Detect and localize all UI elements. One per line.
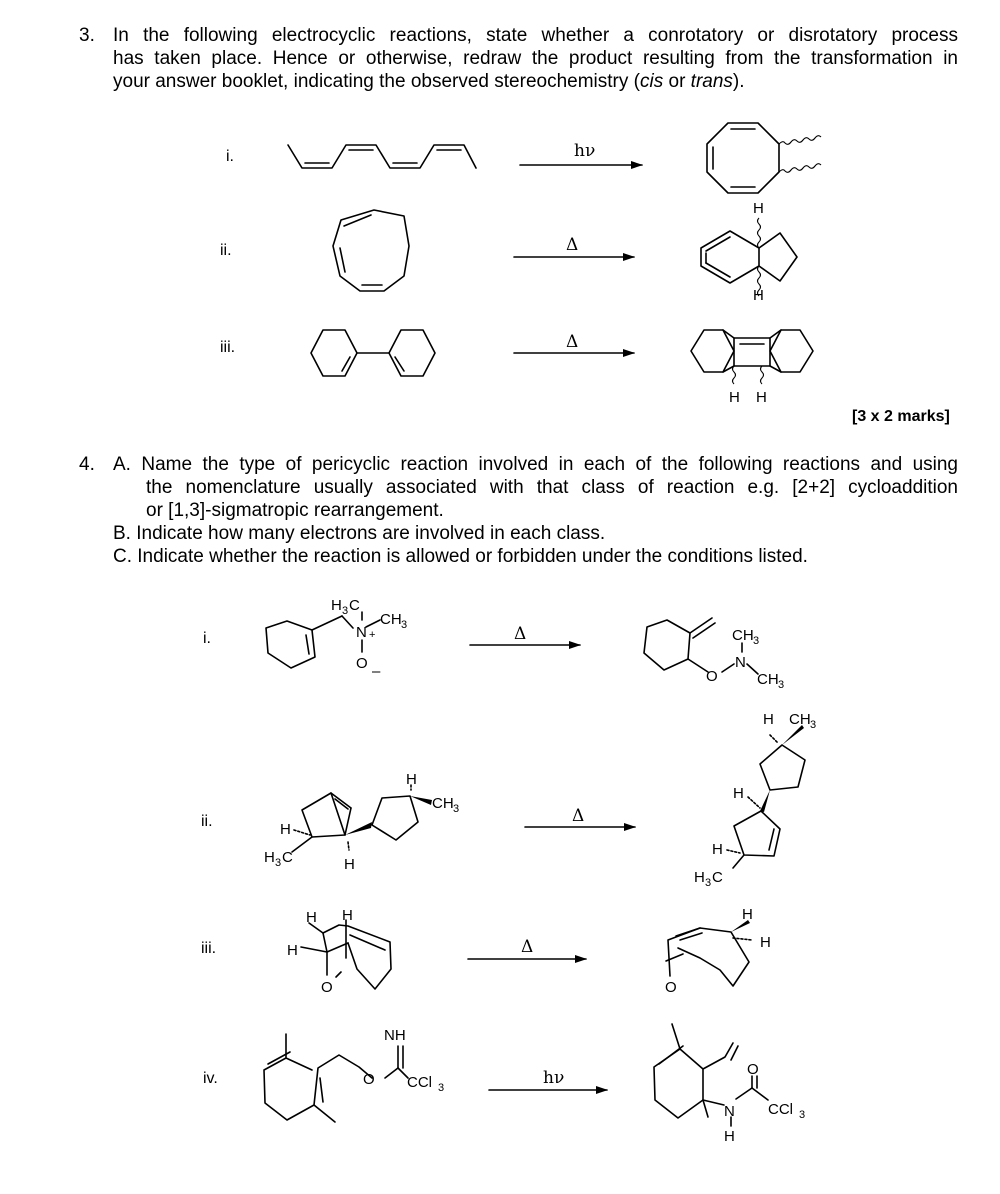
q4-ii-prod-h-top: H: [763, 711, 774, 728]
q3-reaction-2-condition: Δ: [566, 235, 579, 255]
q3-ii-product-bicyclic: [701, 200, 797, 304]
q4-i-n-plus: +: [369, 629, 376, 641]
q4-iv-prod-o: O: [747, 1061, 759, 1078]
q4-ii-prod-ch3-3: 3: [810, 719, 817, 731]
q4-ii-h3c-c: C: [282, 849, 293, 866]
q3-line-3-prefix: your answer booklet, indicating the observed stereochemistry (: [113, 71, 640, 92]
q4-ii-prod-h3c-3: 3: [705, 877, 712, 889]
q4-iv-prod-ccl3-ccl: CCl: [768, 1101, 793, 1118]
q4-partA-line-3: or [1,3]-sigmatropic rearrangement.: [146, 500, 444, 521]
q4-i-h3c-c: C: [349, 597, 360, 614]
q3-ii-reactant-cyclononatriene: [333, 210, 409, 291]
q4-ii-h3c-3: 3: [275, 857, 282, 869]
q3-reaction-1-label: i.: [226, 148, 234, 165]
q4-reaction-3-label: iii.: [201, 940, 217, 957]
q4-iv-nh: NH: [384, 1027, 406, 1044]
q3-reaction-2-label: ii.: [220, 242, 232, 259]
q3-reaction-3-condition: Δ: [566, 332, 579, 352]
q3-i-reactant-tetraene: [288, 145, 476, 168]
q4-ii-reactant-bicyclopentyl: [264, 771, 459, 873]
q4-ii-prod-h-mid: H: [733, 785, 744, 802]
q4-ii-h-top: H: [406, 771, 417, 788]
q4-iv-reactant-imidate: [264, 1027, 444, 1122]
q4-reaction-4-condition: hν: [543, 1068, 565, 1088]
q4-partA-line-1: A. Name the type of pericyclic reaction involved in each of the following reactions and using: [113, 454, 958, 475]
wavy-bond-icon: [761, 366, 764, 384]
q4-i-prod-ch3a-3: 3: [753, 635, 760, 647]
q3-marks: [3 x 2 marks]: [852, 408, 950, 425]
q4-iii-reactant-bicyclic-ether: [287, 907, 391, 996]
wavy-bond-icon: [733, 366, 736, 384]
q4-partA-line-2: the nomenclature usually associated with that class of reaction e.g. [2+2] cycloaddition: [146, 477, 958, 498]
q4-iv-product-amide: [654, 1024, 805, 1145]
q4-i-prod-o: O: [706, 668, 718, 685]
q3-i-product-cyclooctatriene: [707, 123, 821, 193]
q4-i-ch3-ch: CH: [380, 611, 402, 628]
q4-ii-h3c-h: H: [264, 849, 275, 866]
q4-iii-h2: H: [342, 907, 353, 924]
q3-line-2: has taken place. Hence or otherwise, redraw the product resulting from the transformation in: [113, 48, 958, 69]
q3-iii-h-right: H: [756, 389, 767, 406]
q4-iv-prod-n: N: [724, 1103, 735, 1120]
q4-iv-prod-h: H: [724, 1128, 735, 1145]
wavy-bond-icon: [779, 164, 821, 173]
question-4-number: 4.: [79, 454, 95, 475]
q4-i-reactant-amine-oxide: [266, 597, 407, 680]
q3-cis: cis: [639, 71, 664, 92]
q4-partB: B. Indicate how many electrons are involved in each class.: [113, 523, 606, 544]
q4-iii-product: [665, 906, 771, 996]
q4-i-product-hydroxylamine: [644, 618, 784, 691]
q4-i-prod-n: N: [735, 654, 746, 671]
q4-ii-prod-ch3-ch: CH: [789, 711, 811, 728]
q3-iii-product-tricyclic: [691, 330, 813, 406]
q4-iv-ccl3-ccl: CCl: [407, 1074, 432, 1091]
q4-iii-o: O: [321, 979, 333, 996]
q4-ii-prod-h3c-h: H: [694, 869, 705, 886]
q4-i-prod-ch3a-ch: CH: [732, 627, 754, 644]
q4-i-o-minus: –: [372, 663, 381, 680]
q4-ii-prod-h-low: H: [712, 841, 723, 858]
q4-partC: C. Indicate whether the reaction is allowed or forbidden under the conditions listed.: [113, 546, 808, 567]
wavy-bond-icon: [758, 218, 761, 248]
q4-ii-h-left: H: [280, 821, 291, 838]
q4-reaction-1-label: i.: [203, 630, 211, 647]
q4-iv-o: O: [363, 1071, 375, 1088]
q4-ii-ch3-ch: CH: [432, 795, 454, 812]
q4-i-h3c-3: 3: [342, 605, 349, 617]
q4-iii-prod-o: O: [665, 979, 677, 996]
q4-iii-prod-h2: H: [760, 934, 771, 951]
q4-reaction-3-condition: Δ: [521, 937, 534, 957]
q3-line-1: In the following electrocyclic reactions, state whether a conrotatory or disrotatory process: [113, 25, 958, 46]
q3-trans: trans: [690, 71, 733, 92]
q4-iii-h1: H: [306, 909, 317, 926]
q4-ii-product: [694, 711, 816, 889]
q3-line-3-suffix: ).: [732, 71, 745, 92]
q4-iv-prod-ccl3-3: 3: [799, 1109, 806, 1121]
q4-iii-h3: H: [287, 942, 298, 959]
q3-iii-reactant-bicyclohexenyl: [311, 330, 435, 376]
q3-line-3-mid: or: [663, 71, 691, 92]
q4-reaction-1-condition: Δ: [514, 624, 527, 644]
q4-iv-ccl3-3: 3: [438, 1082, 445, 1094]
q4-iii-prod-h1: H: [742, 906, 753, 923]
q4-i-ch3-3: 3: [401, 619, 408, 631]
q4-ii-h-bottom: H: [344, 856, 355, 873]
q4-reaction-2-condition: Δ: [572, 806, 585, 826]
q3-iii-h-left: H: [729, 389, 740, 406]
q4-i-prod-ch3b-ch: CH: [757, 671, 779, 688]
wavy-bond-icon: [779, 136, 821, 145]
q4-i-n: N: [356, 624, 367, 641]
q3-reaction-3-label: iii.: [220, 339, 236, 356]
q4-i-h3c-h: H: [331, 597, 342, 614]
q3-ii-h-top: H: [753, 200, 764, 217]
question-3-number: 3.: [79, 25, 95, 46]
q4-i-prod-ch3b-3: 3: [778, 679, 785, 691]
q4-ii-prod-h3c-c: C: [712, 869, 723, 886]
q4-reaction-4-label: iv.: [203, 1070, 218, 1087]
q3-reaction-1-condition: hν: [574, 141, 596, 161]
q4-reaction-2-label: ii.: [201, 813, 213, 830]
q4-i-o: O: [356, 655, 368, 672]
q4-ii-ch3-3: 3: [453, 803, 460, 815]
q3-ii-h-bottom: H: [753, 287, 764, 304]
